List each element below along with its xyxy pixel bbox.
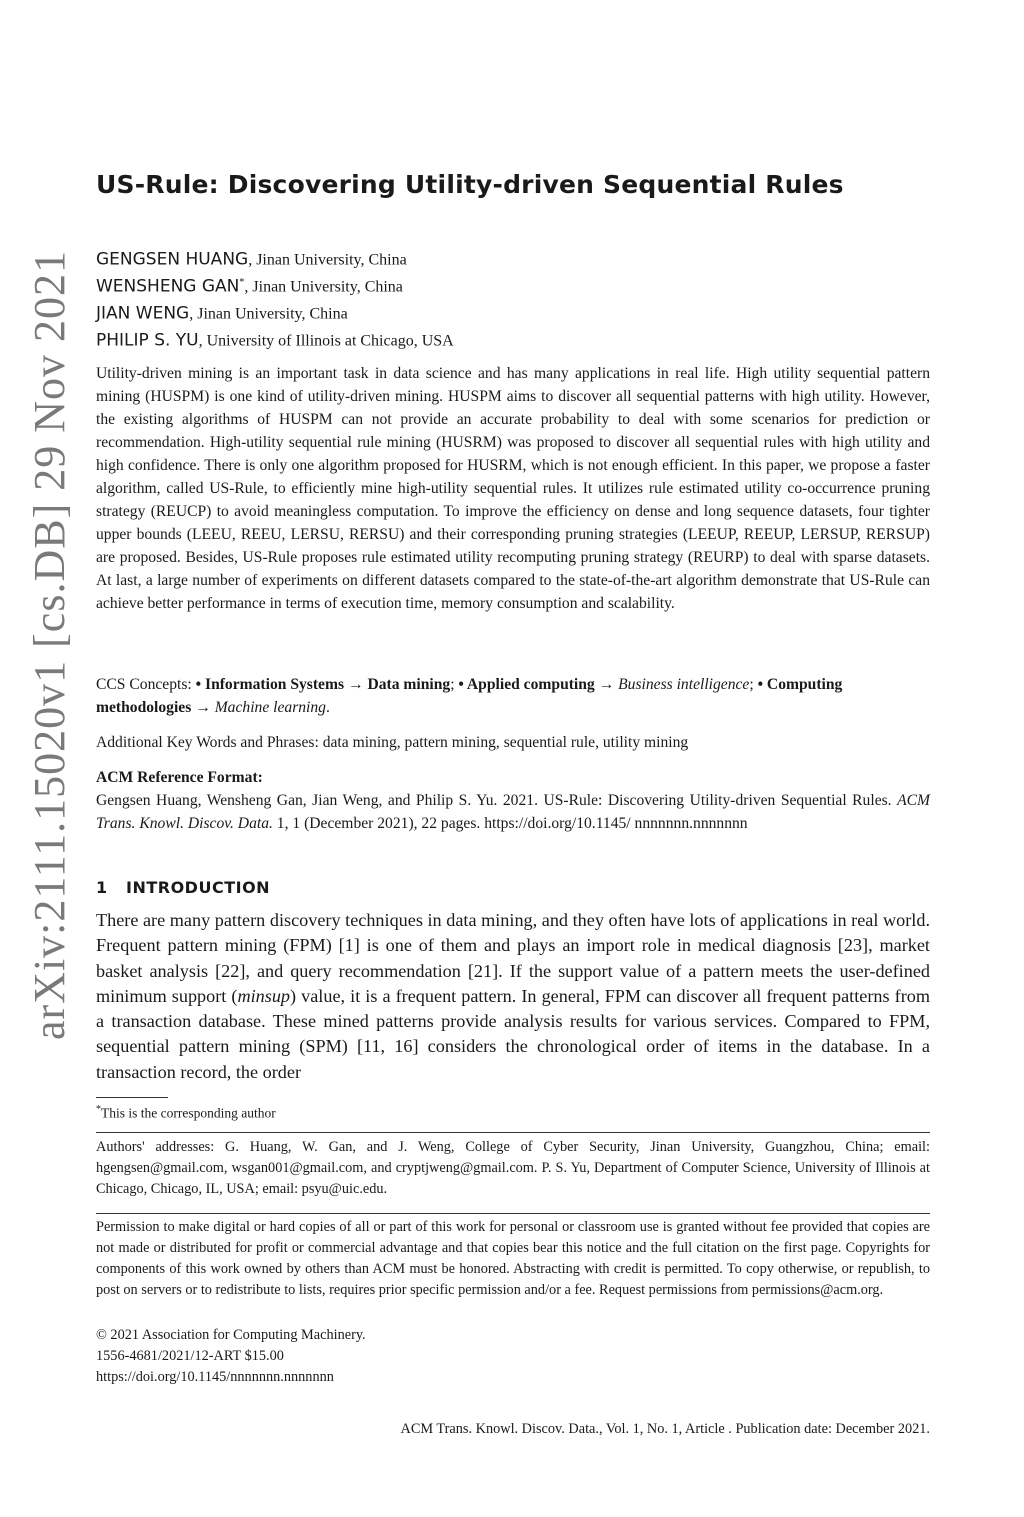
footnote-rule <box>96 1097 168 1098</box>
ccs-separator: ; <box>450 676 459 693</box>
acm-reference-heading: ACM Reference Format: <box>96 769 263 786</box>
copyright-block <box>96 1325 930 1388</box>
author-line <box>96 296 930 323</box>
acm-reference-text: 1, 1 (December 2021), 22 pages. https://doi.org/10.1145/ nnnnnnn.nnnnnnn <box>272 815 748 832</box>
section-heading <box>96 878 930 897</box>
ccs-separator: ; <box>749 676 758 693</box>
keywords: Additional Key Words and Phrases: data mining, pattern mining, sequential rule, utility mining <box>96 734 689 751</box>
intro-paragraph <box>96 908 930 1085</box>
ccs-term-2: Business intelligence <box>618 676 750 693</box>
footnote-text: This is the corresponding author <box>101 1105 276 1121</box>
acm-reference-journal: ACM Trans. Knowl. Discov. Data. <box>96 792 930 832</box>
author-affiliation: , University of Illinois at Chicago, USA <box>198 332 454 350</box>
ccs-prefix: CCS Concepts: <box>96 676 196 693</box>
ccs-bullet-1: • Information Systems <box>195 676 345 693</box>
author-name: WENSHENG GAN <box>96 276 240 297</box>
doi-line[interactable]: https://doi.org/10.1145/nnnnnnn.nnnnnnn <box>96 1369 334 1385</box>
running-footer: ACM Trans. Knowl. Discov. Data., Vol. 1, No. 1, Article . Publication date: December 2021. <box>400 1421 930 1437</box>
paper-title: US-Rule: Discovering Utility-driven Sequential Rules <box>96 170 844 199</box>
author-mark: * <box>239 277 245 288</box>
author-name: JIAN WENG <box>96 303 190 324</box>
section-number: 1 <box>96 878 108 897</box>
author-affiliation: , Jinan University, China <box>248 251 407 269</box>
acm-reference <box>96 789 930 835</box>
ccs-arrow: → <box>344 676 368 693</box>
divider <box>96 1213 930 1214</box>
ccs-end: . <box>325 699 330 716</box>
issn-line: 1556-4681/2021/12-ART $15.00 <box>96 1348 284 1364</box>
ccs-term-3: Machine learning <box>214 699 326 716</box>
intro-text: ) value, it is a frequent pattern. In general, FPM can discover all frequent patterns from a transaction database. These mined patterns provide analysis results for various services. Compared to FPM, sequential pattern mining (SPM) [11, 16] considers the chronological order of items in the database. In a transaction record, the order <box>96 985 930 1082</box>
copyright-line: © 2021 Association for Computing Machinery. <box>96 1327 366 1343</box>
ccs-concepts <box>96 673 930 719</box>
author-line <box>96 242 930 269</box>
author-line <box>96 323 930 350</box>
author-affiliation: , Jinan University, China <box>244 278 403 296</box>
footnote-mark: * <box>96 1104 101 1115</box>
ccs-term-1: Data mining <box>367 676 451 693</box>
author-name: PHILIP S. YU <box>96 330 199 351</box>
divider <box>96 1132 930 1133</box>
author-addresses: Authors' addresses: G. Huang, W. Gan, and J. Weng, College of Cyber Security, Jinan University, Guangzhou, China; email: hgengsen@gmail.com, wsgan001@gmail.com, and cryptjweng@gmail.com. P. S. Yu, Department of Computer Science, University of Illinois at Chicago, Chicago, IL, USA; email: psyu@uic.edu. <box>96 1139 930 1197</box>
author-name: GENGSEN HUANG <box>96 249 249 270</box>
acm-reference-text: Gengsen Huang, Wensheng Gan, Jian Weng, and Philip S. Yu. 2021. US-Rule: Discovering Utility-driven Sequential Rules. <box>96 792 898 809</box>
intro-minsup: minsup <box>237 985 291 1006</box>
ccs-bullet-3: • Computing methodologies <box>96 676 843 716</box>
author-affiliation: , Jinan University, China <box>189 305 348 323</box>
abstract: Utility-driven mining is an important task in data science and has many applications in real life. High utility sequential pattern mining (HUSPM) is one kind of utility-driven mining. HUSPM aims to discover all sequential patterns with high utility. However, the existing algorithms of HUSPM can not provide an accurate probability to deal with some scenarios for prediction or recommendation. High-utility sequential rule mining (HUSRM) was proposed to discover all sequential rules with high utility and high confidence. There is only one algorithm proposed for HUSRM, which is not enough efficient. In this paper, we propose a faster algorithm, called US-Rule, to efficiently mine high-utility sequential rules. It utilizes rule estimated utility co-occurrence pruning strategy (REUCP) to avoid meaningless computation. To improve the efficiency on dense and long sequence datasets, four tighter upper bounds (LEEU, REEU, LERSU, RERSU) and their corresponding pruning strategies (LEEUP, REEUP, LERSUP, RERSUP) are proposed. Besides, US-Rule proposes rule estimated utility recomputing pruning strategy (REURP) to deal with sparse datasets. At last, a large number of experiments on different datasets compared to the state-of-the-art algorithm demonstrate that US-Rule can achieve better performance in terms of execution time, memory consumption and scalability. <box>96 365 930 612</box>
author-line <box>96 269 930 296</box>
intro-text: There are many pattern discovery techniques in data mining, and they often have lots of applications in real world. Frequent pattern mining (FPM) [1] is one of them and plays an import role in medical diagnosis [23], market basket analysis [22], and query recommendation [21]. If the support value of a pattern meets the user-defined minimum support ( <box>96 910 930 1006</box>
ccs-bullet-2: • Applied computing <box>458 676 595 693</box>
arxiv-stamp: arXiv:2111.15020v1 [cs.DB] 29 Nov 2021 <box>25 250 74 1040</box>
permission-notice: Permission to make digital or hard copies of all or part of this work for personal or classroom use is granted without fee provided that copies are not made or distributed for profit or commercial advantage and that copies bear this notice and the full citation on the first page. Copyrights for components of this work owned by others than ACM must be honored. Abstracting with credit is permitted. To copy otherwise, or republish, to post on servers or to redistribute to lists, requires prior specific permission and/or a fee. Request permissions from permissions@acm.org. <box>96 1219 930 1298</box>
ccs-arrow: → <box>191 699 215 716</box>
footnote <box>96 1101 930 1123</box>
section-title: INTRODUCTION <box>126 878 271 897</box>
author-list <box>96 242 930 350</box>
ccs-arrow: → <box>594 676 619 693</box>
